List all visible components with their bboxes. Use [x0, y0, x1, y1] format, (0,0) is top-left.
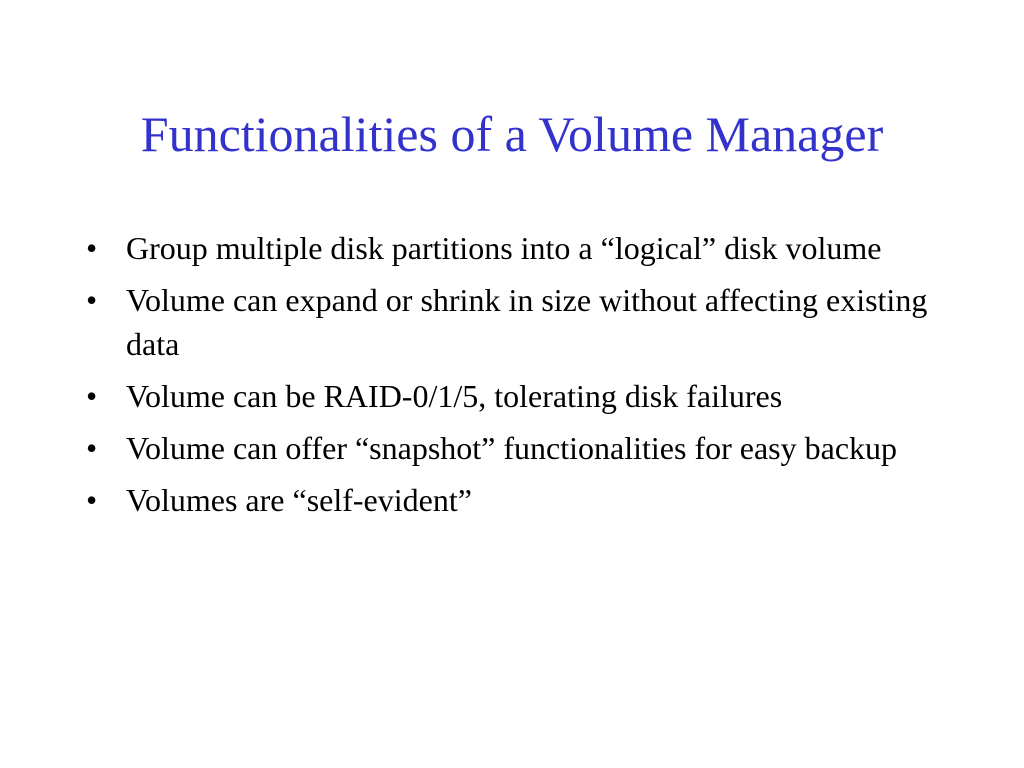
bullet-icon: • [86, 482, 98, 518]
slide-title: Functionalities of a Volume Manager [140, 106, 884, 162]
bullet-text: Volume can be RAID-0/1/5, tolerating disk failures [126, 378, 783, 414]
bullet-item-expand-shrink [84, 278, 964, 366]
bullet-text: Volumes are “self-evident” [126, 482, 472, 518]
bullet-icon: • [86, 282, 98, 318]
bullet-item-group-partitions [84, 226, 964, 270]
bullet-list [84, 226, 964, 530]
bullet-text: Volume can expand or shrink in size without affecting existing data [126, 282, 928, 362]
bullet-icon: • [86, 230, 98, 266]
bullet-text: Volume can offer “snapshot” functionalities for easy backup [126, 430, 898, 466]
bullet-item-raid [84, 374, 964, 418]
bullet-icon: • [86, 378, 98, 414]
bullet-icon: • [86, 430, 98, 466]
bullet-item-snapshot [84, 426, 964, 470]
bullet-text: Group multiple disk partitions into a “logical” disk volume [126, 230, 882, 266]
bullet-item-self-evident [84, 478, 964, 522]
